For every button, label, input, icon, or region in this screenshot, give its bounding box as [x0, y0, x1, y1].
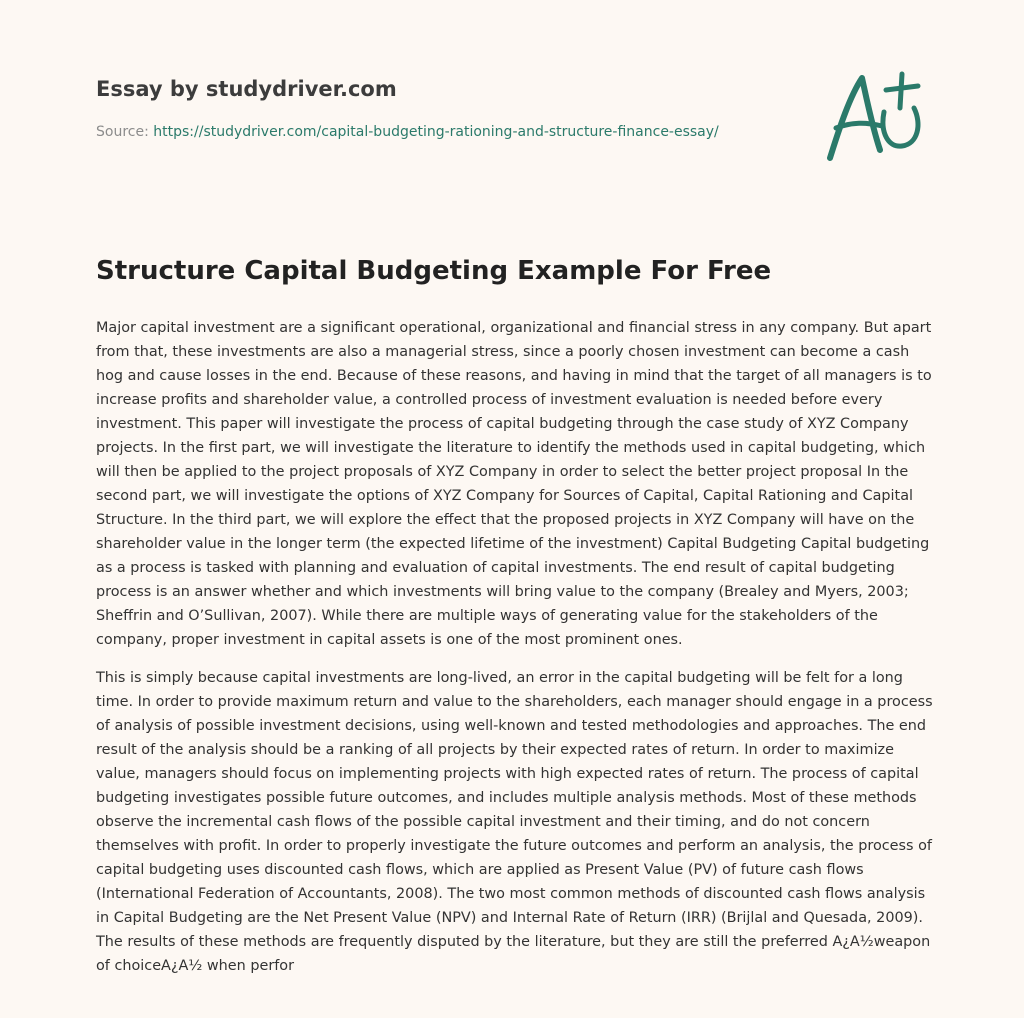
essay-paragraph-2: This is simply because capital investments are long-lived, an error in the capital budgeting will be felt for a long time. In order to provide maximum return and value to the shareholders, each manager should engage in a process of analysis of possible investment decisions, using well-known and tested methodologies and approaches. The end result of the analysis should be a ranking of all projects by their expected rates of return. In order to maximize value, managers should focus on implementing projects with high expected rates of return. The process of capital budgeting investigates possible future outcomes, and includes multiple analysis methods. Most of these methods observe the incremental cash flows of the possible capital investment and their timing, and do not concern themselves with profit. In order to properly investigate the future outcomes and perform an analysis, the process of capital budgeting uses discounted cash flows, which are applied as Present Value (PV) of future cash flows (International Federation of Accountants, 2008). The two most common methods of discounted cash flows analysis in Capital Budgeting are the Net Present Value (NPV) and Internal Rate of Return (IRR) (Brijlal and Quesada, 2009). The results of these methods are frequently disputed by the literature, but they are still the preferred A¿A½weapon of choiceA¿A½ when perfor — [96, 670, 933, 974]
source-label: Source: — [96, 124, 149, 140]
site-title: Essay by studydriver.com — [96, 77, 397, 101]
essay-title: Structure Capital Budgeting Example For Free — [96, 256, 772, 286]
source-line — [96, 124, 719, 140]
essay-body — [96, 316, 936, 992]
essay-paragraph-1: Major capital investment are a significant operational, organizational and financial stress in any company. But apart from that, these investments are also a managerial stress, since a poorly chosen investment can become a cash hog and cause losses in the end. Because of these reasons, and having in mind that the target of all managers is to increase profits and shareholder value, a controlled process of investment evaluation is needed before every investment. This paper will investigate the process of capital budgeting through the case study of XYZ Company projects. In the first part, we will investigate the literature to identify the methods used in capital budgeting, which will then be applied to the project proposals of XYZ Company in order to select the better project proposal In the second part, we will investigate the options of XYZ Company for Sources of Capital, Capital Rationing and Capital Structure. In the third part, we will explore the effect that the proposed projects in XYZ Company will have on the shareholder value in the longer term (the expected lifetime of the investment) Capital Budgeting Capital budgeting as a process is tasked with planning and evaluation of capital investments. The end result of capital budgeting process is an answer whether and which investments will bring value to the company (Brealey and Myers, 2003; Sheffrin and O’Sullivan, 2007). While there are multiple ways of generating value for the stakeholders of the company, proper investment in capital assets is one of the most prominent ones. — [96, 320, 932, 648]
a-plus-logo-icon — [822, 66, 934, 166]
source-link[interactable]: https://studydriver.com/capital-budgeting-rationing-and-structure-finance-essay/ — [153, 124, 719, 140]
